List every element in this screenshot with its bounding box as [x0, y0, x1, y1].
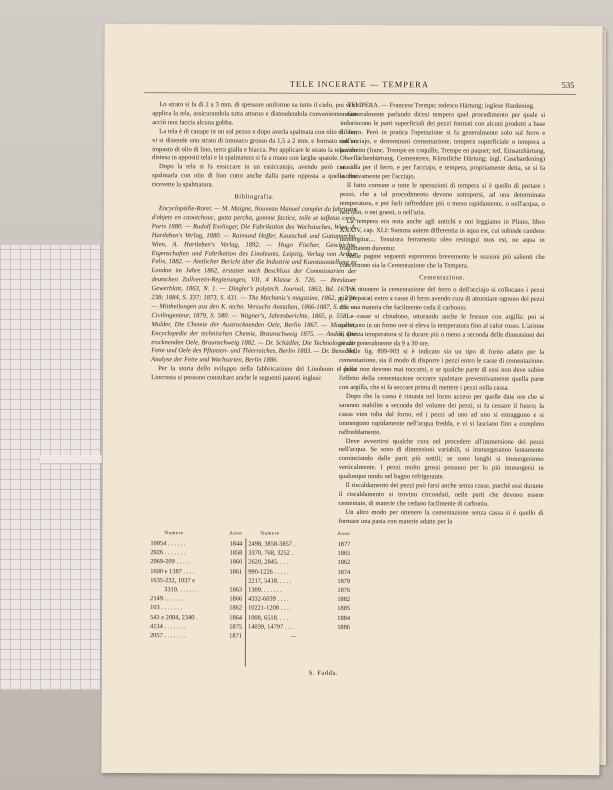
graph-paper-sheet: [0, 245, 101, 690]
right-column: [338, 102, 545, 527]
table-cell: 103 . . . . . . .: [150, 604, 183, 612]
right-paragraph-8: Nelle fig. 899-903 si è indicato sia un tipo di forno adatto per la cementazione, sia il modo di disporre i pezzi entro le casse di cementazione. I pezzi non devono mai toccarsi, e se qualche parte di essi non deve subire l'effetto della cementazione occorre spalmare preventivamente quella parte con argilla, che si fa seccare prima di mettere i pezzi nella cassa.: [339, 348, 545, 392]
patents-intro: Per la storia dello sviluppo nella fabbricazione del Linoleum e della Lincrusta si possono consultare anche le seguenti patenti inglesi:: [151, 365, 357, 383]
right-paragraph-7: Le casse si chiudono, otturando anche le fessure con argilla: poi si collocano in un forno ove si eleva la temperatura fino al calor rosso. L'azione di questa temperatura si fa durare più o meno a seconda delle dimensioni dei pezzi: generalmente da 9 a 30 ore.: [339, 312, 545, 347]
table-cell: 2620, 2845. . . .: [248, 558, 289, 567]
book-page: [101, 24, 602, 775]
right-paragraph-5: Nelle pagine seguenti esporremo brevemente le nozioni più salienti che concernono sia la Cementazione che la Tempera.: [339, 253, 545, 270]
right-paragraph-2: Generalmente parlando dicesi tempera quel procedimento per quale si induriscono le parti superficiali dei pezzi formati con alcuni prodotti a base di ferro. Però in pratica l'operazione si fa generalmente solo sul ferro e sull'acciajo, e denominasi cementazione, tempera superficiale o tempera a pacchetto (franc. Trempe en coquille, Trempe en paquet; ted. Einsatzhärtung, Oberflächenhärtung, Cementeren, Künstliche Härtung; ingl. Casehardening) se si fa per il ferro, e per l'acciajo, e tempera, propriamente detta, se si fa esclusivamente per l'acciajo.: [339, 110, 546, 181]
table-cell: 10221-1208 . . . .: [248, 604, 292, 613]
right-paragraph-1: TEMPERA. — Francese Trempe; tedesco Härtung; inglese Hardening.: [347, 101, 535, 110]
left-paragraph-1: Lo strato si fa di 2 a 3 mm. di spessore uniforme su tutto il cielo, poi vi si applica la tela, assicurandola tutta attorno e distendendola convenientemente acciò non faccia alcuna gobba.: [152, 101, 358, 127]
table-cell: 1865: [337, 550, 351, 558]
patent-table: [150, 529, 357, 641]
table-row: [150, 631, 357, 641]
bibliography-heading: Bibliografia.: [234, 193, 275, 201]
table-cell: 14039, 14797 . . .: [247, 623, 293, 631]
table-header-cell: Numero: [260, 531, 280, 537]
table-cell: 1876: [337, 586, 351, 594]
left-paragraph-2: La tela è di canape in un sol pezzo e dopo averla spalmata con olio di lino, vi si distende uno strato di intonaco grosso da 1,5 a 2 mm. e formato con un impasto di olio di lino, terra gialla e biacca. Per applicare le strato la tela vien distesa in appositi telai e la spalmatura si fa a mano con larghe spatole.: [152, 127, 358, 163]
table-cell: 1862: [337, 559, 351, 567]
table-cell: 3310. . . . . . .: [164, 586, 198, 594]
signature: S. Fadda.: [308, 669, 339, 677]
left-column: [151, 101, 357, 384]
table-cell: 1882: [337, 596, 351, 604]
section-heading: Cementazione.: [419, 274, 465, 282]
bibliography-text: Encyclopédie-Roret. — M. Maigne, Nouveau Manuel complet du fabricant d'objets en caoutchouc, gutta percha, gomme factice, toile et taffetas cirés, Paris 1880. — Rudolf Esslinger, Die Fabrikation des Wachstuches, Wien, A. Hartleben's Verlag, 1880. — Raimund Hoffer, Kautschuk und Guttapercha, Wien, A. Hartleben's Verlag, 1892. — Hugo Fischer, Geschichte, Eigenschaften und Fabrikation des Linoleums, Leipzig, Verlag von Arthur Felix, 1882. — Amtlicher Bericht über die Industrie und Kunstausstellung zu London im Jahre 1862, erstattet nach Beschluss der Commissarien der deutschen Zollverein-Regierungen, VII, 4 Klasse S. 726. — Breslauer Gewerblatt, 1863, N. 1. — Dingler's polytech. Journal, 1863, Bd. 167, S. 238; 1884, S. 337; 1873, S. 431. — The Mechanic's magazine, 1862, p. 274. — Mittheilungen aus den K. techn. Versuchs Anstalten, 1866-1887, S. 85. — Civilingenieur, 1879, S. 580. — Wagner's, Jahresberichte, 1865, p. 558. — Mulder, Die Chemie der Austrocknenden Oele, Berlin 1867. — Muspratt, Encyclopedie der technischen Chemie, Braunschweig 1875. — Andés, Die trocknenden Oele, Braunschweig 1882. — Dr. Schädler, Die Technologie der Fette und Oele des Pflanzen- und Thierreiches, Berlin 1883. — Dr. Benedikt, Analyse der Fette und Wachsarten, Berlin 1886.: [151, 205, 357, 365]
table-cell: 2498, 3858-3857 .: [248, 540, 296, 548]
table-cell: 1875: [229, 623, 243, 631]
right-paragraph-12: Un altro modo per ottenere la cementazione senza cassa si è quello di formare una pasta con materie adatte per la: [338, 508, 544, 526]
table-cell: 1600 e 1387 . . . .: [150, 567, 195, 575]
table-cell: 3370, 768, 3252 .: [248, 549, 294, 557]
table-cell: 1858: [229, 549, 243, 557]
table-cell: 1860: [229, 558, 243, 566]
page-title: TELE INCERATE — TEMPERA: [289, 78, 430, 90]
table-cell: 1877: [337, 540, 351, 548]
table-cell: 1886: [337, 623, 351, 631]
table-cell: 2149. . . . . . .: [150, 595, 184, 603]
table-cell: 1884: [337, 614, 351, 622]
table-cell: 1863: [229, 586, 243, 594]
right-paragraph-6: Per ottenere la cementazione del ferro o dell'acciajo si collocano i pezzi già preparati entro a casse di ferro avendo cura di attorniare ognuno dei pezzi con una materia che facilmente ceda il carbonio.: [339, 286, 545, 312]
page-number: 535: [561, 79, 575, 90]
table-cell: 1861: [229, 568, 243, 576]
table-cell: 1874: [337, 568, 351, 576]
right-paragraph-3: Il fatto comune a tutte le operazioni di tempera si è quello di portare i pezzi, che a tal procedimento devono sottoporsi, ad una determinata temperatura, e poi farli raffreddare più o meno rapidamente, o nell'acqua, o nell'olio, o nei grassi, o nell'aria.: [339, 182, 545, 217]
header-rule: [144, 92, 576, 95]
table-cell: 2969-209 . . . . .: [150, 558, 191, 566]
table-cell: 2217, 5418. . . . .: [248, 577, 292, 585]
paper-strip: [40, 455, 102, 463]
table-cell: 990-1226 . . . . .: [248, 568, 289, 576]
right-paragraph-4: La tempera era nota anche agli antichi e noi leggiamo in Plinio, libro XXXIV, cap. XLI: Summa autem differentia in aqua est, cui subinde candens immergitur.... Tenuiora ferramenta oleo restingui mos est, ne aqua in fragilitatem durentur.: [339, 217, 545, 252]
table-cell: 1008, 6518. . . .: [248, 614, 289, 622]
table-cell: 2926 . . . . . . .: [150, 549, 186, 557]
table-header-cell: Anno: [229, 531, 243, 537]
table-cell: 1871: [229, 632, 242, 640]
table-cell: 2057 . . . . . . .: [149, 631, 186, 640]
left-paragraph-3: Dopo la tela si fa essiccare in un essiccatojo, avendo però cura di spalmarla con olio di lino cotto anche dalla parte opposta a quella che ricevette la spalmatura.: [151, 163, 358, 189]
right-paragraph-9: Dopo che la cassa è rimasta nel forno acceso per quelle date ore che si saranno stabilite a seconda del volume dei pezzi, si fa cessare il fuoco; la cassa vien tolta dal forno, ed i pezzi ad uno ad uno si estraggono e si immergono rapidamente nell'acqua fredda, e vi si lasciano fino a completo raffreddamento.: [338, 392, 545, 436]
table-cell: 1844: [229, 540, 243, 548]
running-head: [144, 78, 574, 92]
table-cell: 1635-232, 1037 e: [150, 576, 196, 585]
right-paragraph-11: Il riscaldamento dei pezzi può farsi anche senza casse, purchè essi durante il riscaldamento si trovino circondati, nelle parti che devono essere cementate, di materie che cedano facilmente di carbonio.: [338, 482, 544, 508]
table-cell: 1864: [229, 613, 243, 622]
table-cell: —: [289, 632, 297, 640]
right-paragraph-10: Deve avvertirsi qualche cura nel procedere all'immersione dei pezzi nell'acqua. Se sono di dimensioni variabili, si immergeranno lentamente cominciando dalle parti più sottili; se sono lunghi si immergeranno verticalmente. I pezzi molto grossi possono per lo più immergersi in qualunque modo nel bagno refrigerante.: [338, 437, 544, 481]
table-cell: 1879: [337, 577, 351, 585]
table-cell: 4134 . . . . . . .: [149, 622, 186, 630]
table-cell: 1309. . . . . . .: [248, 586, 282, 594]
table-cell: 10054 . . . . . .: [150, 540, 186, 548]
table-cell: 4332-6039 . . . .: [248, 595, 289, 603]
table-header-cell: Anno: [337, 531, 351, 537]
table-cell: 1862: [229, 604, 243, 612]
table-cell: 543 e 2084, 2340 .: [150, 613, 198, 621]
table-header-cell: Numero: [164, 531, 184, 537]
table-cell: 1885: [337, 605, 351, 613]
table-cell: 1866: [229, 595, 243, 603]
